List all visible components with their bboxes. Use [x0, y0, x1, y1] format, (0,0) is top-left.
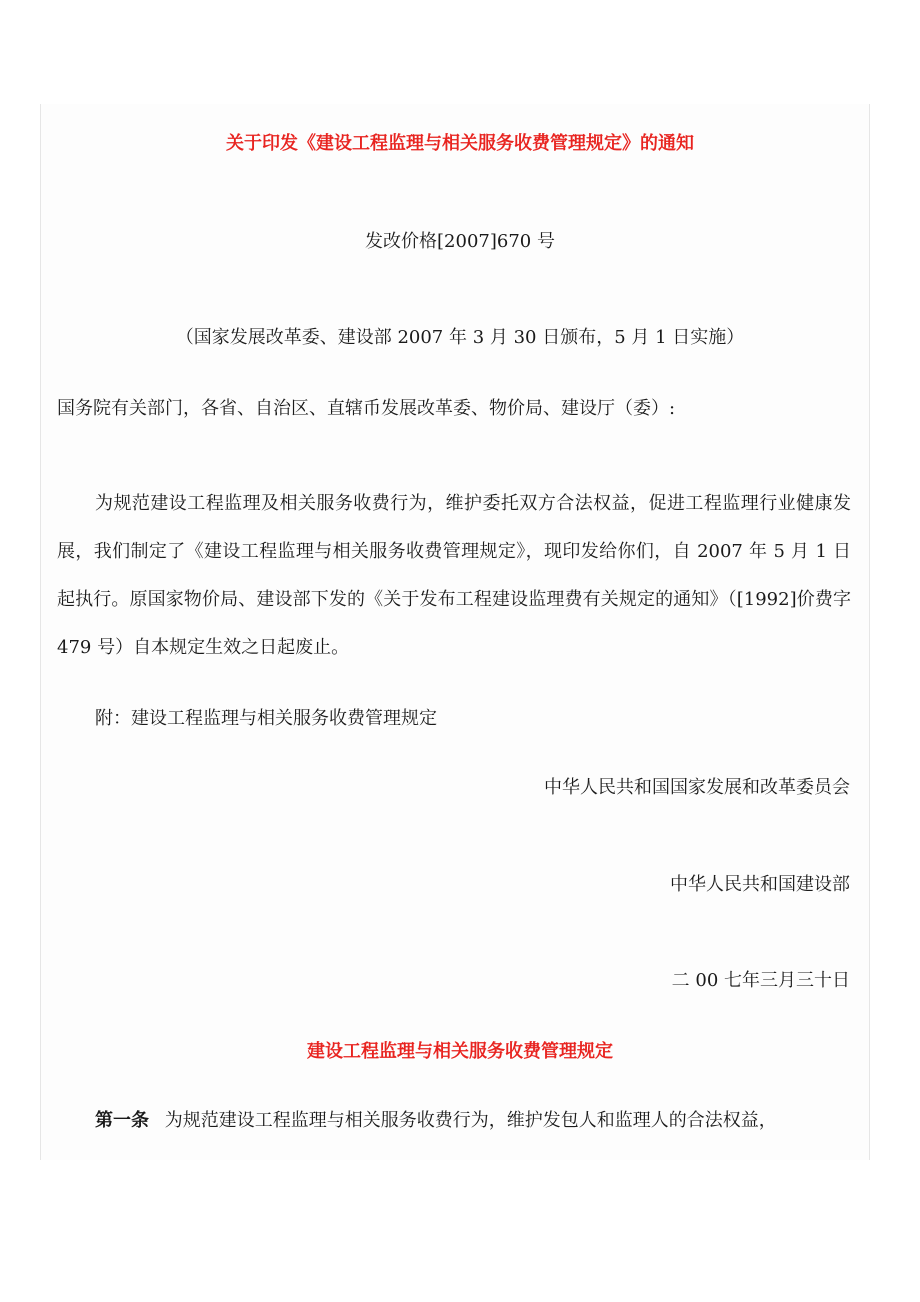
notice-body: 为规范建设工程监理及相关服务收费行为，维护委托双方合法权益，促进工程监理行业健康发展，我们制定了《建设工程监理与相关服务收费管理规定》，现印发给你们，自 2007 年 5 月 1 日起执行。原国家物价局、建设部下发的《关于发布工程建设监理费有关规定的通知》（[1992]价费字 479 号）自本规定生效之日起废止。 [57, 493, 851, 658]
issued-note: （国家发展改革委、建设部 2007 年 3 月 30 日颁布，5 月 1 日实施） [175, 327, 745, 348]
document-number: 发改价格[2007]670 号 [365, 231, 555, 252]
attachment-line: 附：建设工程监理与相关服务收费管理规定 [95, 708, 437, 729]
regulation-title: 建设工程监理与相关服务收费管理规定 [307, 1041, 613, 1062]
article-1 [95, 1110, 777, 1132]
article-1-label: 第一条 [95, 1110, 149, 1131]
issue-date: 二 00 七年三月三十日 [671, 970, 850, 991]
addressees: 国务院有关部门，各省、自治区、直辖币发展改革委、物价局、建设厅（委）: [57, 398, 676, 419]
issuer-ndrc: 中华人民共和国国家发展和改革委员会 [544, 777, 850, 798]
article-1-text: 为规范建设工程监理与相关服务收费行为，维护发包人和监理人的合法权益， [164, 1110, 777, 1131]
issuer-ministry: 中华人民共和国建设部 [670, 874, 850, 895]
notice-title: 关于印发《建设工程监理与相关服务收费管理规定》的通知 [226, 133, 694, 154]
